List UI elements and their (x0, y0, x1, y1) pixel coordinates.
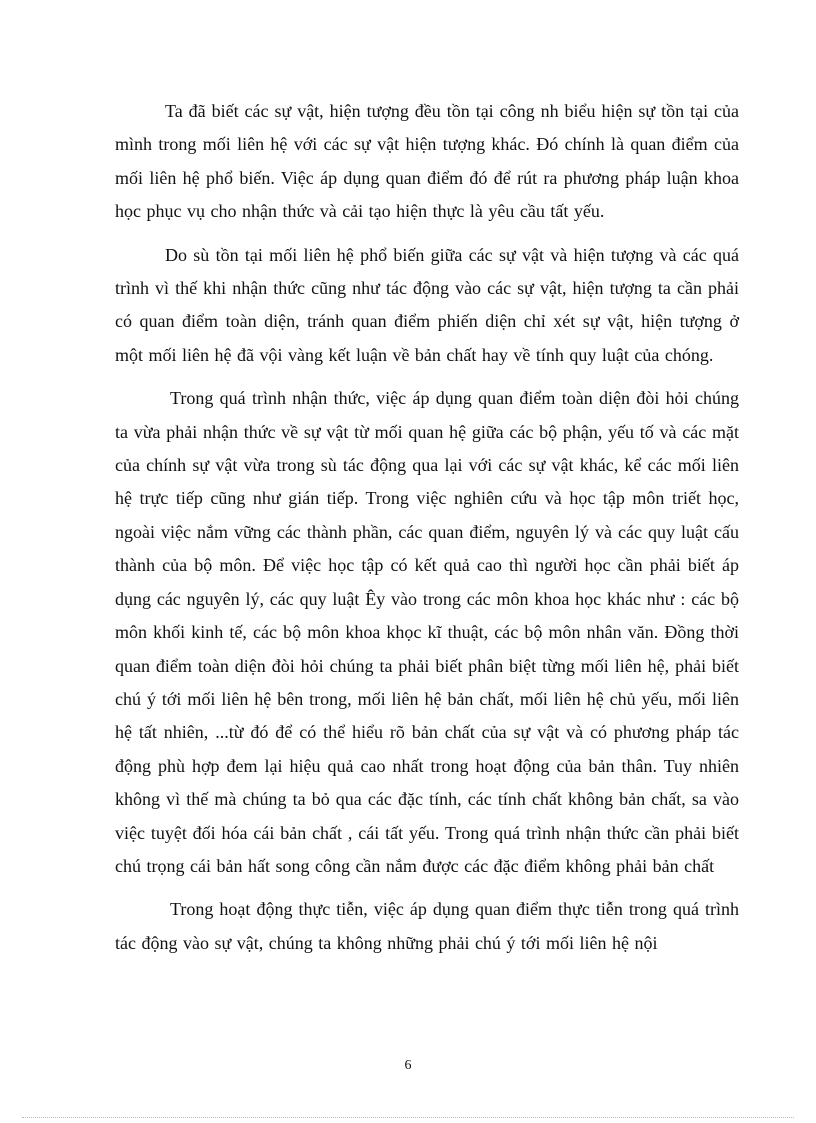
page-number: 6 (404, 1058, 412, 1073)
footer-divider (22, 1117, 794, 1118)
paragraph-cognition-application: Trong quá trình nhận thức, việc áp dụng quan điểm toàn diện đòi hỏi chúng ta vừa phải nhận thức về sự vật từ mối quan hệ giữa các bộ phận, yếu tố và các mặt của chính sự vật vừa trong sù tác động qua lại với các sự vật khác, kể các mối liên hệ trực tiếp cũng như gián tiếp. Trong việc nghiên cứu và học tập môn triết học, ngoài việc nắm vững các thành phần, các quan điểm, nguyên lý và các quy luật cấu thành của bộ môn. Để việc học tập có kết quả cao thì người học cần phải biết áp dụng các nguyên lý, các quy luật Êy vào trong các môn khoa học khác như : các bộ môn khối kinh tế, các bộ môn khoa khọc kĩ thuật, các bộ môn nhân văn. Đồng thời quan điểm toàn diện đòi hỏi chúng ta phải biết phân biệt từng mối liên hệ, phải biết chú ý tới mối liên hệ bên trong, mối liên hệ bản chất, mối liên hệ chủ yếu, mối liên hệ tất nhiên, ...từ đó để có thể hiểu rõ bản chất của sự vật và có phương pháp tác động phù hợp đem lại hiệu quả cao nhất trong hoạt động của bản thân. Tuy nhiên không vì thế mà chúng ta bỏ qua các đặc tính, các tính chất không bản chất, sa vào việc tuyệt đối hóa cái bản chất , cái tất yếu. Trong quá trình nhận thức cần phải biết chú trọng cái bản hất song công cần nắm được các đặc điểm không phải bản chất (115, 388, 739, 876)
paragraph-comprehensive-view: Do sù tồn tại mối liên hệ phổ biến giữa các sự vật và hiện tượng và các quá trình vì thế khi nhận thức cũng như tác động vào các sự vật, hiện tượng ta cần phải có quan điểm toàn diện, tránh quan điểm phiến diện chỉ xét sự vật, hiện tượng ở một mối liên hệ đã vội vàng kết luận về bản chất hay về tính quy luật của chóng. (115, 244, 739, 365)
paragraph-interconnection-intro: Ta đã biết các sự vật, hiện tượng đều tồn tại công nh biểu hiện sự tồn tại của mình trong mối liên hệ với các sự vật hiện tượng khác. Đó chính là quan điểm của mối liên hệ phổ biến. Việc áp dụng quan điểm đó để rút ra phương pháp luận khoa học phục vụ cho nhận thức và cải tạo hiện thực là yêu cầu tất yếu. (115, 101, 739, 222)
paragraph-practice-application: Trong hoạt động thực tiễn, việc áp dụng quan điểm thực tiễn trong quá trình tác động vào sự vật, chúng ta không những phải chú ý tới mối liên hệ nội (115, 899, 739, 953)
body-text (115, 95, 739, 970)
